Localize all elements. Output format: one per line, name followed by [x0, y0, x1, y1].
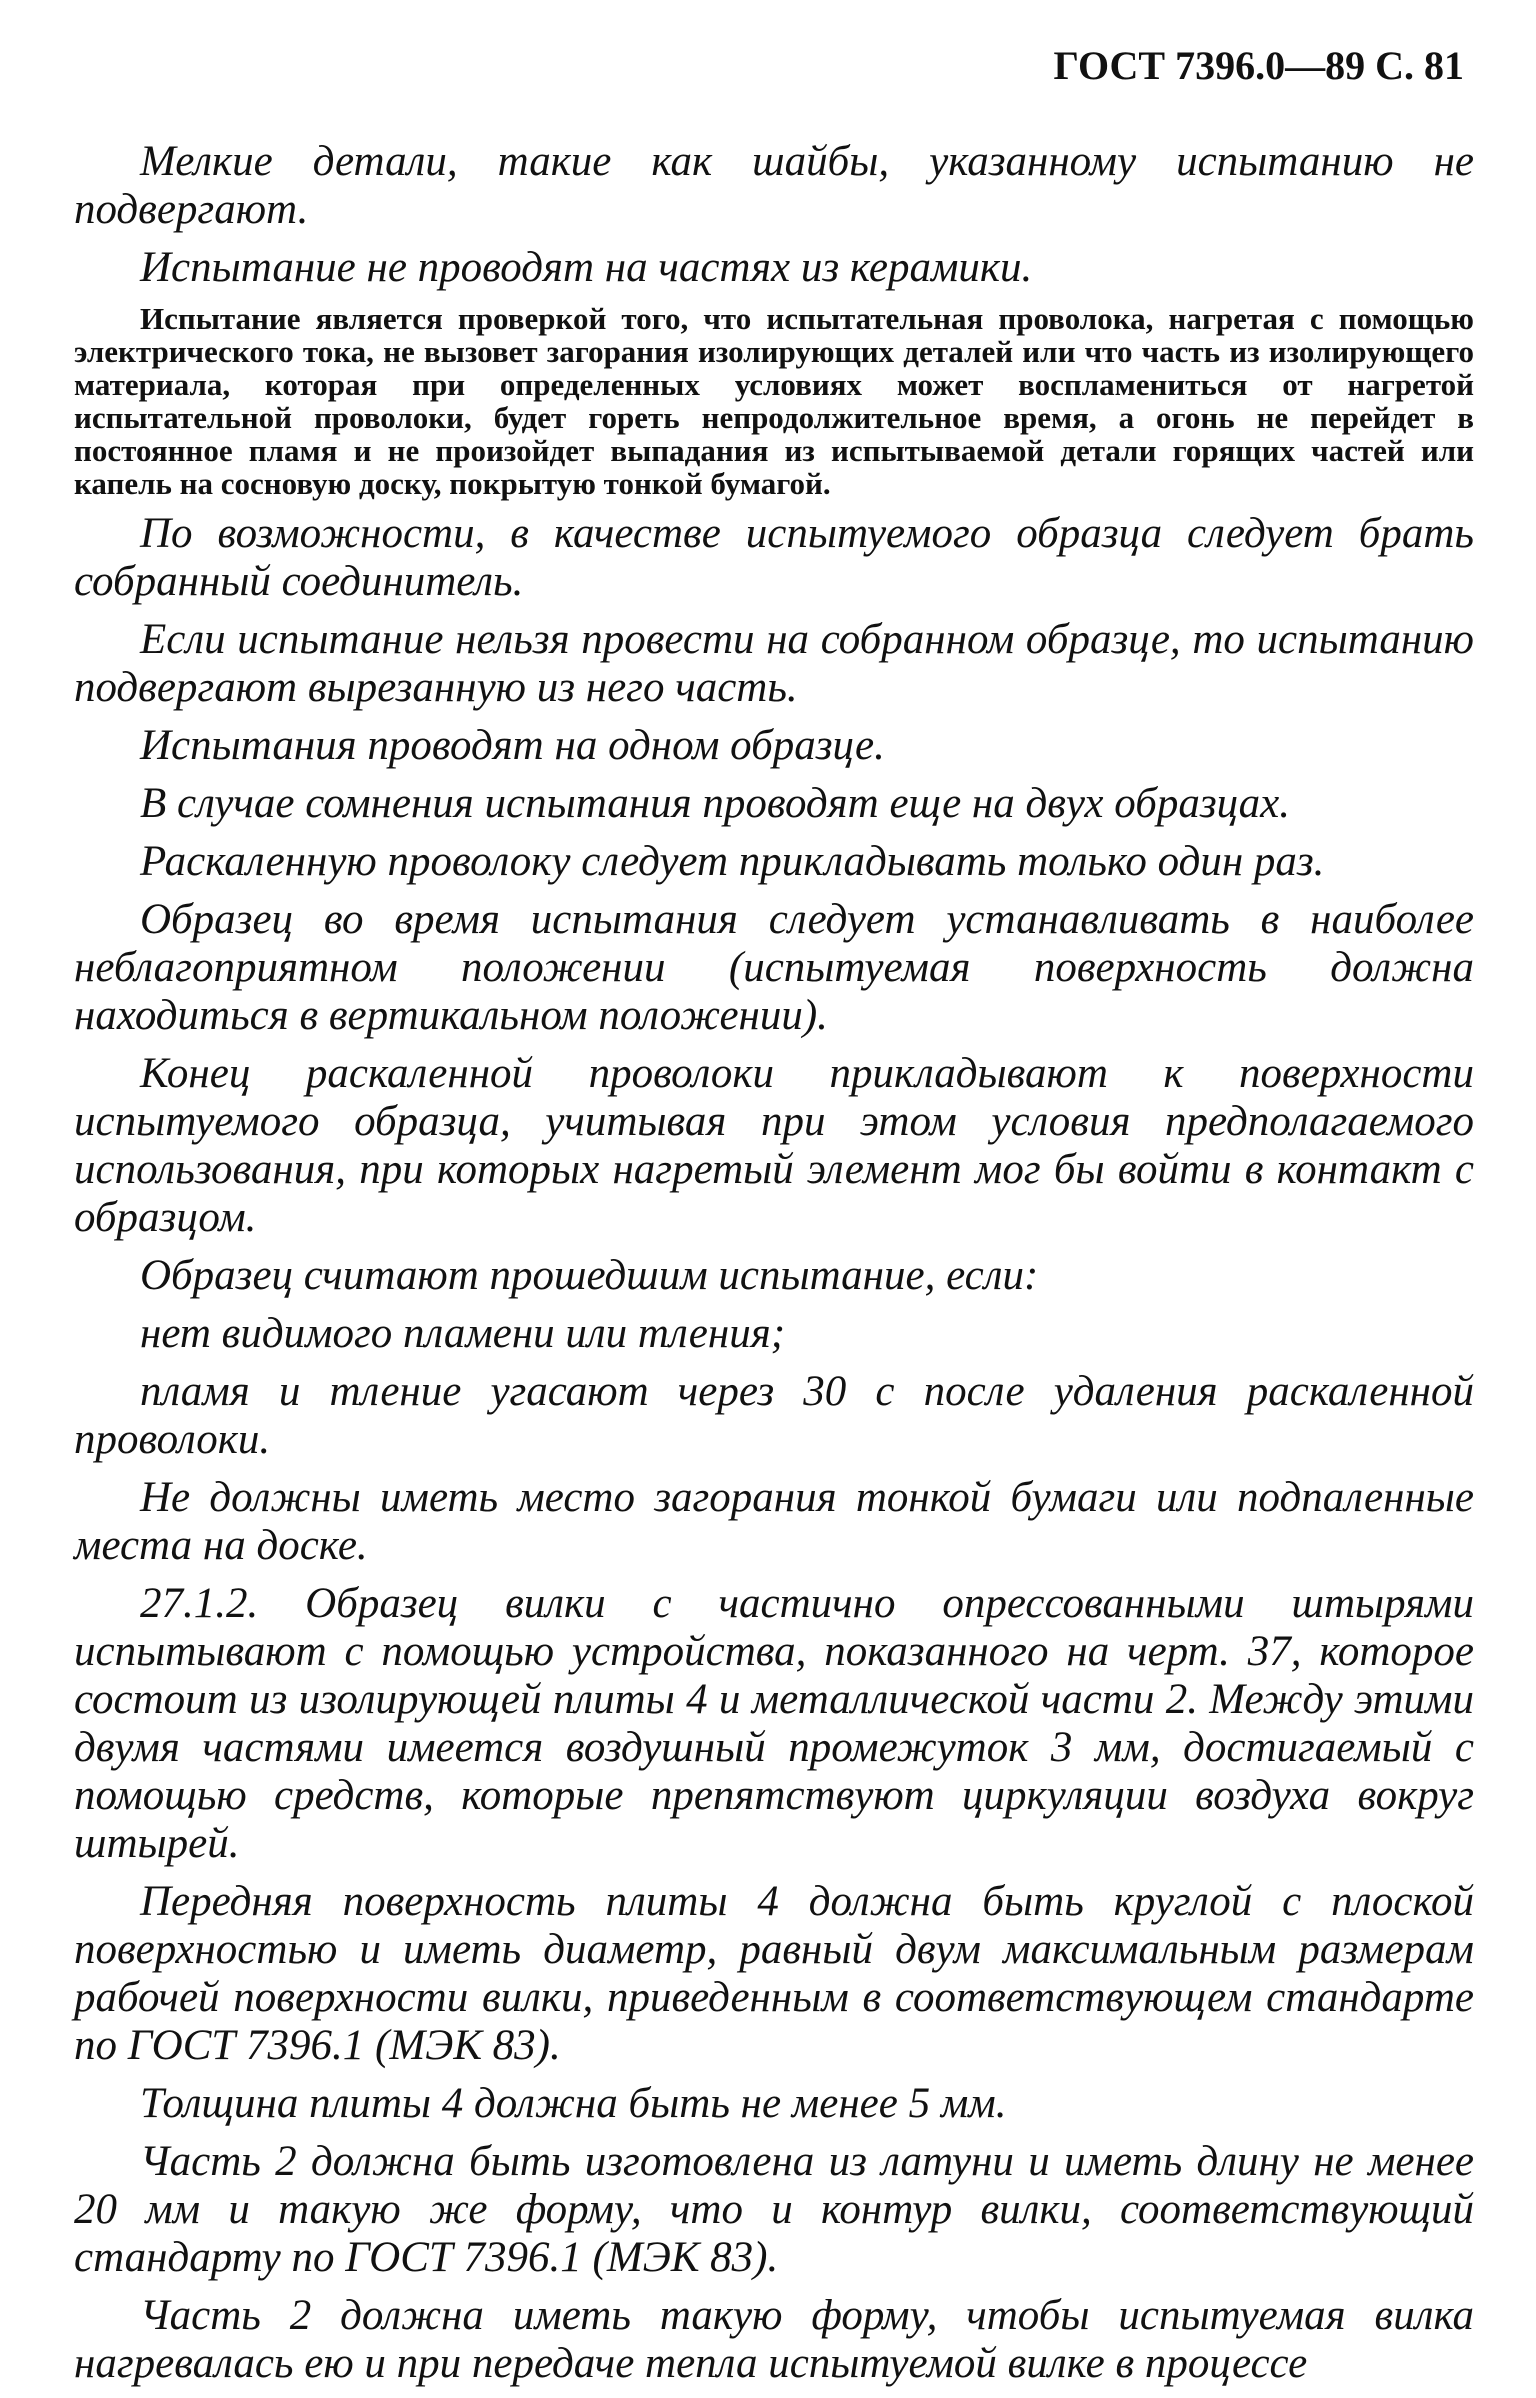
paragraph-brass-part: Часть 2 должна быть изготовлена из латуни и иметь длину не менее 20 мм и такую же форму, что и контур вилки, соответствующий стандарту по ГОСТ 7396.1 (МЭК 83).: [74, 2138, 1474, 2281]
paragraph-27-1-2: 27.1.2. Образец вилки с частично опрессованными штырями испытывают с помощью устройства, показанного на черт. 37, которое состоит из изолирующей плиты 4 и металлической части 2. Между этими двумя частями имеется воздушный промежуток 3 мм, достигаемый с помощью средств, которые препятствуют циркуляции воздуха вокруг штырей.: [74, 1580, 1474, 1867]
paragraph-assembled-connector: По возможности, в качестве испытуемого образца следует брать собранный соединитель.: [74, 510, 1474, 605]
paragraph-plate-surface: Передняя поверхность плиты 4 должна быть круглой с плоской поверхностью и иметь диаметр, равный двум максимальным размерам рабочей поверхности вилки, приведенным в соответствующем стандарте по ГОСТ 7396.1 (МЭК 83).: [74, 1878, 1474, 2069]
paragraph-small-parts: Мелкие детали, такие как шайбы, указанному испытанию не подвергают.: [74, 138, 1474, 233]
paragraph-criterion-extinguish: пламя и тление угасают через 30 с после удаления раскаленной проволоки.: [74, 1368, 1474, 1463]
page-header: ГОСТ 7396.0—89 С. 81: [1053, 43, 1464, 88]
paragraph-one-sample: Испытания проводят на одном образце.: [140, 722, 885, 769]
paragraph-part-shape: Часть 2 должна иметь такую форму, чтобы испытуемая вилка нагревалась ею и при передаче тепла испытуемой вилке в процессе: [74, 2292, 1474, 2387]
paragraph-board-condition: Не должны иметь место загорания тонкой бумаги или подпаленные места на доске.: [74, 1474, 1474, 1569]
paragraph-criterion-no-flame: нет видимого пламени или тления;: [140, 1310, 786, 1357]
paragraph-cut-part: Если испытание нельзя провести на собранном образце, то испытанию подвергают вырезанную из него часть.: [74, 616, 1474, 711]
paragraph-glow-wire-purpose: Испытание является проверкой того, что испытательная проволока, нагретая с помощью электрического тока, не вызовет загорания изолирующих деталей или что часть из изолирующего материала, которая при определенных условиях может воспламениться от нагретой испытательной проволоки, будет гореть непродолжительное время, а огонь не перейдет в постоянное пламя и не произойдет выпадания из испытываемой детали горящих частей или капель на сосновую доску, покрытую тонкой бумагой.: [74, 301, 1474, 501]
document-body: [74, 138, 1474, 2398]
paragraph-wire-contact: Конец раскаленной проволоки прикладывают к поверхности испытуемого образца, учитывая при этом условия предполагаемого использования, при которых нагретый элемент мог бы войти в контакт с образцом.: [74, 1050, 1474, 1241]
paragraph-sample-position: Образец во время испытания следует устанавливать в наиболее неблагоприятном положении (испытуемая поверхность должна находиться в вертикальном положении).: [74, 896, 1474, 1039]
paragraph-ceramics: Испытание не проводят на частях из керамики.: [140, 244, 1033, 291]
paragraph-wire-once: Раскаленную проволоку следует прикладывать только один раз.: [140, 838, 1325, 885]
paragraph-two-more-samples: В случае сомнения испытания проводят еще на двух образцах.: [140, 780, 1290, 827]
paragraph-plate-thickness: Толщина плиты 4 должна быть не менее 5 мм.: [140, 2080, 1007, 2127]
paragraph-pass-criteria-intro: Образец считают прошедшим испытание, если:: [140, 1252, 1039, 1299]
